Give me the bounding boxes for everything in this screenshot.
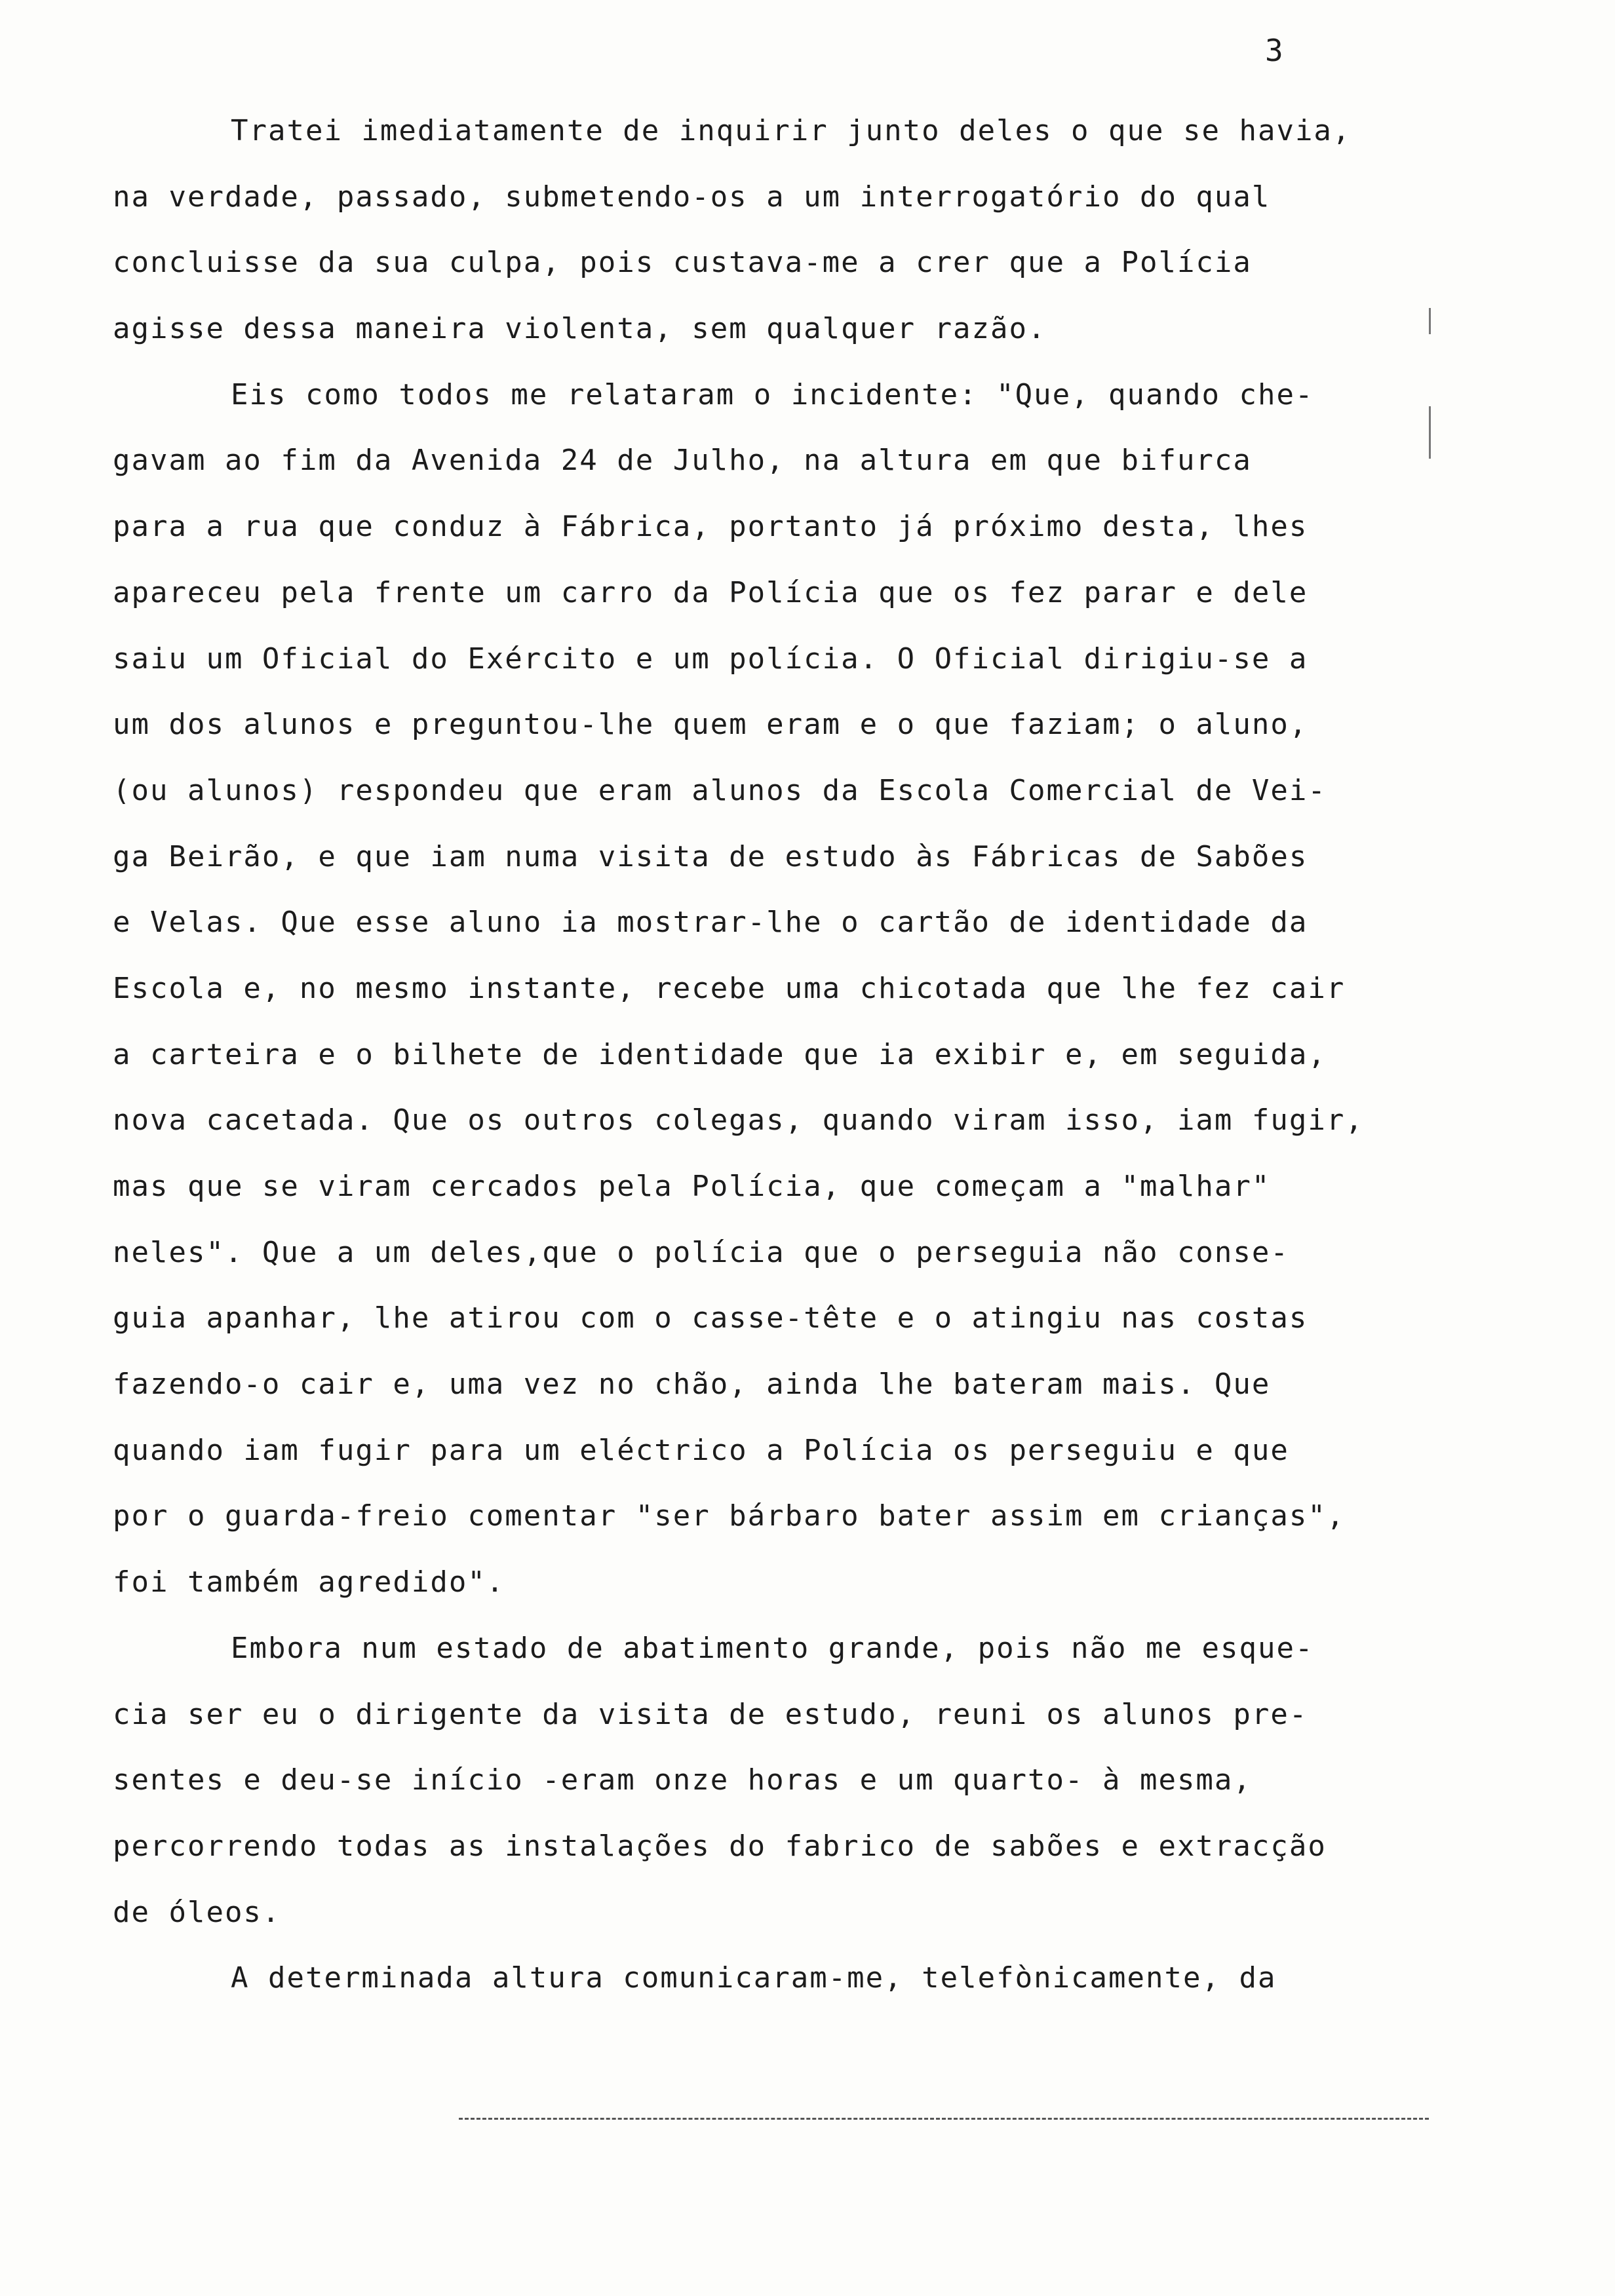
text-line: saiu um Oficial do Exército e um polícia. O Oficial dirigiu-se a	[113, 641, 1308, 676]
text-line: nova cacetada. Que os outros colegas, quando viram isso, iam fugir,	[113, 1103, 1364, 1138]
text-line: por o guarda-freio comentar "ser bárbaro bater assim em crianças",	[113, 1499, 1346, 1533]
text-line: percorrendo todas as instalações do fabrico de sabões e extracção	[113, 1829, 1327, 1863]
paragraph	[113, 1616, 1502, 1945]
text-line: Tratei imediatamente de inquirir junto deles o que se havia,	[231, 114, 1352, 147]
text-line: Escola e, no mesmo instante, recebe uma chicotada que lhe fez cair	[113, 971, 1346, 1005]
text-line: ga Beirão, e que iam numa visita de estudo às Fábricas de Sabões	[113, 839, 1308, 873]
text-line: apareceu pela frente um carro da Polícia que os fez parar e dele	[113, 575, 1308, 609]
paragraph	[113, 1945, 1502, 2012]
text-line: agisse dessa maneira violenta, sem qualquer razão.	[113, 312, 1047, 346]
text-line: fazendo-o cair e, uma vez no chão, ainda lhe bateram mais. Que	[113, 1368, 1271, 1402]
text-line: de óleos.	[113, 1895, 281, 1929]
text-line: guia apanhar, lhe atirou com o casse-tête e o atingiu nas costas	[113, 1301, 1308, 1335]
text-line: um dos alunos e preguntou-lhe quem eram e o que faziam; o aluno,	[113, 708, 1308, 742]
text-line: (ou alunos) respondeu que eram alunos da Escola Comercial de Vei-	[113, 773, 1327, 807]
text-line: A determinada altura comunicaram-me, telefònicamente, da	[231, 1961, 1277, 1995]
page-number: 3	[1265, 33, 1284, 68]
text-line: Embora num estado de abatimento grande, pois não me esque-	[231, 1631, 1314, 1665]
paragraph	[113, 362, 1502, 1616]
text-line: sentes e deu-se início -eram onze horas e um quarto- à mesma,	[113, 1763, 1252, 1797]
text-line: quando iam fugir para um eléctrico a Polícia os perseguiu e que	[113, 1433, 1289, 1467]
text-line: Eis como todos me relataram o incidente: "Que, quando che-	[231, 377, 1314, 411]
text-line: cia ser eu o dirigente da visita de estudo, reuni os alunos pre-	[113, 1697, 1308, 1731]
bottom-dashed-rule	[459, 2118, 1429, 2120]
text-line: foi também agredido".	[113, 1565, 505, 1599]
text-line: concluisse da sua culpa, pois custava-me a crer que a Polícia	[113, 246, 1252, 280]
text-line: gavam ao fim da Avenida 24 de Julho, na altura em que bifurca	[113, 444, 1252, 478]
text-line: neles". Que a um deles,que o polícia que o perseguia não conse-	[113, 1235, 1289, 1269]
text-line: para a rua que conduz à Fábrica, portanto já próximo desta, lhes	[113, 510, 1308, 544]
text-line: mas que se viram cercados pela Polícia, que começam a "malhar"	[113, 1170, 1271, 1203]
text-line: a carteira e o bilhete de identidade que ia exibir e, em seguida,	[113, 1037, 1327, 1071]
text-line: na verdade, passado, submetendo-os a um interrogatório do qual	[113, 180, 1271, 214]
paragraph	[113, 98, 1502, 362]
body-text	[113, 98, 1502, 2012]
text-line: e Velas. Que esse aluno ia mostrar-lhe o cartão de identidade da	[113, 906, 1308, 940]
